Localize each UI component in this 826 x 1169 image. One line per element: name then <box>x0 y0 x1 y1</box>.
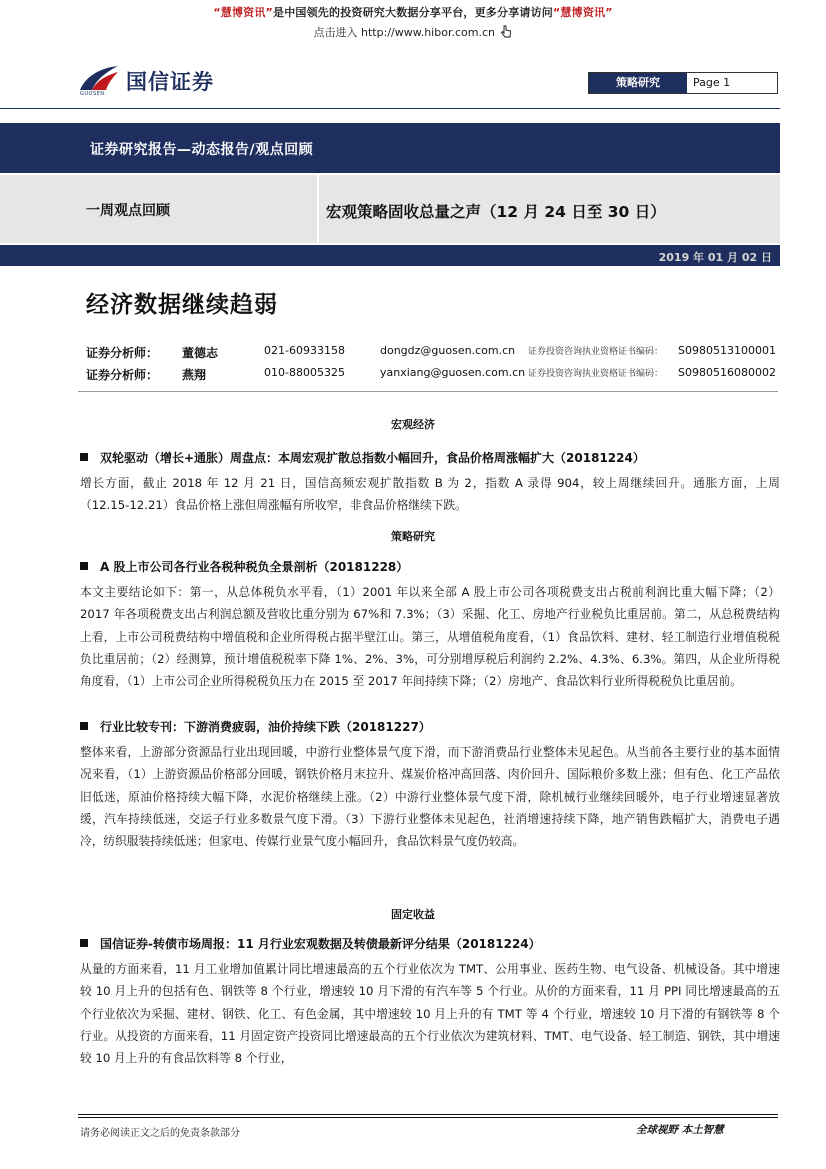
article-title-text: A 股上市公司各行业各税种税负全景剖析（20181228） <box>100 560 409 574</box>
bullet-square-icon <box>80 722 88 730</box>
report-type: 证券研究报告—动态报告/观点回顾 <box>90 142 314 158</box>
analyst-role: 证券分析师： <box>86 346 159 360</box>
article-title-text: 行业比较专刊：下游消费疲弱，油价持续下跌（20181227） <box>100 720 431 734</box>
footer-divider <box>78 1114 778 1115</box>
series-band <box>0 175 780 243</box>
article-title-text: 双轮驱动（增长+通胀）周盘点：本周宏观扩散总指数小幅回升，食品价格周涨幅扩大（20181224） <box>100 451 645 465</box>
logo-mark-icon <box>78 64 120 94</box>
report-date: 2019 年 01 月 02 日 <box>658 251 772 264</box>
page-title: 经济数据继续趋弱 <box>86 292 278 318</box>
bullet-square-icon <box>80 453 88 461</box>
bullet-square-icon <box>80 939 88 947</box>
article-body: 本文主要结论如下：第一，从总体税负水平看，（1）2001 年以来全部 A 股上市公司各项税费支出占税前利润比重大幅下降；（2）2017 年各项税费支出占利润总额及营收比重分别为 67%和 7.3%；（3）采掘、化工、房地产行业税负比重居前。第二，从总税费结构上看，上市公司税费结构中增值税和企业所得税占据半壁江山。第三，从增值税角度看，（1）食品饮料、建材、轻工制造行业增值税税负比重居前；（2）经测算，预计增值税税率下降 1%、2%、3%，可分别增厚税后利润约 2.2%、4.3%、6.3%。第四，从企业所得税角度看，（1）上市公司企业所得税税负压力在 2015 至 2017 年间持续下降；（2）房地产、食品饮料行业所得税税负比重居前。 <box>80 585 780 689</box>
footer-disclaimer: 请务必阅读正文之后的免责条款部分 <box>80 1128 240 1139</box>
bullet-square-icon <box>80 562 88 570</box>
analyst-email[interactable]: dongdz@guosen.com.cn <box>380 344 516 357</box>
footer-slogan: 全球视野 本土智慧 <box>636 1124 724 1136</box>
analyst-cert-number: S0980516080002 <box>678 366 776 379</box>
analyst-role: 证券分析师： <box>86 368 159 382</box>
analyst-divider <box>78 391 778 392</box>
analyst-row <box>86 366 786 384</box>
article-body: 从量的方面来看，11 月工业增加值累计同比增速最高的五个行业依次为 TMT、公用事业、医药生物、电气设备、机械设备。其中增速较 10 月上升的包括有色、钢铁等 8 个行业，增速较 10 月下滑的有汽车等 5 个行业。从价的方面来看，11 月 PPI 同比增速最高的五个行业依次为采掘、建材、钢铁、化工、有色金属，其中增速较 10 月上升的有 TMT 等 4 个行业，增速较 10 月下滑的有钢铁等 8 个行业。从投资的方面来看，11 月固定资产投资同比增速最高的五个行业依次为建筑材料、TMT、电气设备、轻工制造、钢铁，其中增速较 10 月上升的有食品饮料等 8 个行业， <box>80 962 780 1066</box>
article-title <box>80 558 408 575</box>
article-title-text: 国信证券-转债市场周报：11 月行业宏观数据及转债最新评分结果（20181224） <box>100 937 541 951</box>
analyst-cert-label: 证券投资咨询执业资格证书编码： <box>528 347 664 357</box>
logo-name: 国信证券 <box>126 69 214 94</box>
section-heading: 策略研究 <box>391 530 435 543</box>
analyst-email[interactable]: yanxiang@guosen.com.cn <box>380 366 526 379</box>
article-body: 增长方面，截止 2018 年 12 月 21 日，国信高频宏观扩散指数 B 为 2，指数 A 录得 904，较上周继续回升。通胀方面，上周（12.15-12.21）食品价格上涨但周涨幅有所收窄，非食品价格继续下跌。 <box>80 476 780 513</box>
series-name: 一周观点回顾 <box>86 203 170 219</box>
footer-divider <box>78 1117 778 1118</box>
company-logo <box>78 64 248 98</box>
page-number: Page 1 <box>693 76 731 89</box>
section-heading: 宏观经济 <box>391 418 435 431</box>
analyst-name: 燕翔 <box>182 368 207 382</box>
banner-text: 是中国领先的投资研究大数据分享平台，更多分享请访问 <box>273 6 553 19</box>
article-body: 整体来看，上游部分资源品行业出现回暖，中游行业整体景气度下滑，而下游消费品行业整体未见起色。从当前各主要行业的基本面情况来看，（1）上游资源品价格部分回暖，钢铁价格月末拉升、煤炭价格冲高回落、肉价回升、国际粮价多数上涨；但有色、化工产品依旧低迷，原油价格持续大幅下降，水泥价格继续上涨。（2）中游行业整体景气度下滑，除机械行业继续回暖外，电子行业增速显著放缓，汽车持续低迷，交运子行业多数景气度下滑。（3）下游行业整体未见起色，社消增速持续下降，地产销售跌幅扩大，消费电子遇冷，纺织服装持续低迷；但家电、传媒行业景气度小幅回升，食品饮料景气度仍较高。 <box>80 745 780 849</box>
report-type-band <box>0 123 780 173</box>
analyst-name: 董德志 <box>182 346 219 360</box>
category-label: 策略研究 <box>589 73 687 93</box>
banner-brand-2: “慧博资讯” <box>553 6 613 19</box>
article-title <box>80 449 645 466</box>
date-band <box>0 245 780 266</box>
analyst-cert-number: S0980513100001 <box>678 344 776 357</box>
banner-link-text[interactable]: 点击进入 http://www.hibor.com.cn <box>313 26 495 39</box>
top-banner <box>0 4 826 40</box>
article-title <box>80 718 431 735</box>
analyst-phone: 021-60933158 <box>264 344 345 357</box>
analyst-row <box>86 344 786 362</box>
analyst-cert-label: 证券投资咨询执业资格证书编码： <box>528 369 664 379</box>
logo-sub: GUOSEN <box>80 91 105 97</box>
article-title <box>80 935 541 952</box>
banner-link[interactable] <box>0 24 826 40</box>
series-separator <box>317 175 319 243</box>
category-tag <box>588 72 778 94</box>
header-divider <box>0 108 780 109</box>
analyst-phone: 010-88005325 <box>264 366 345 379</box>
banner-brand-1: “慧博资讯” <box>213 6 273 19</box>
banner-line-1 <box>0 4 826 20</box>
section-heading: 固定收益 <box>391 908 435 921</box>
report-subtitle: 宏观策略固收总量之声（12 月 24 日至 30 日） <box>326 203 666 221</box>
cursor-hand-icon <box>500 25 512 39</box>
